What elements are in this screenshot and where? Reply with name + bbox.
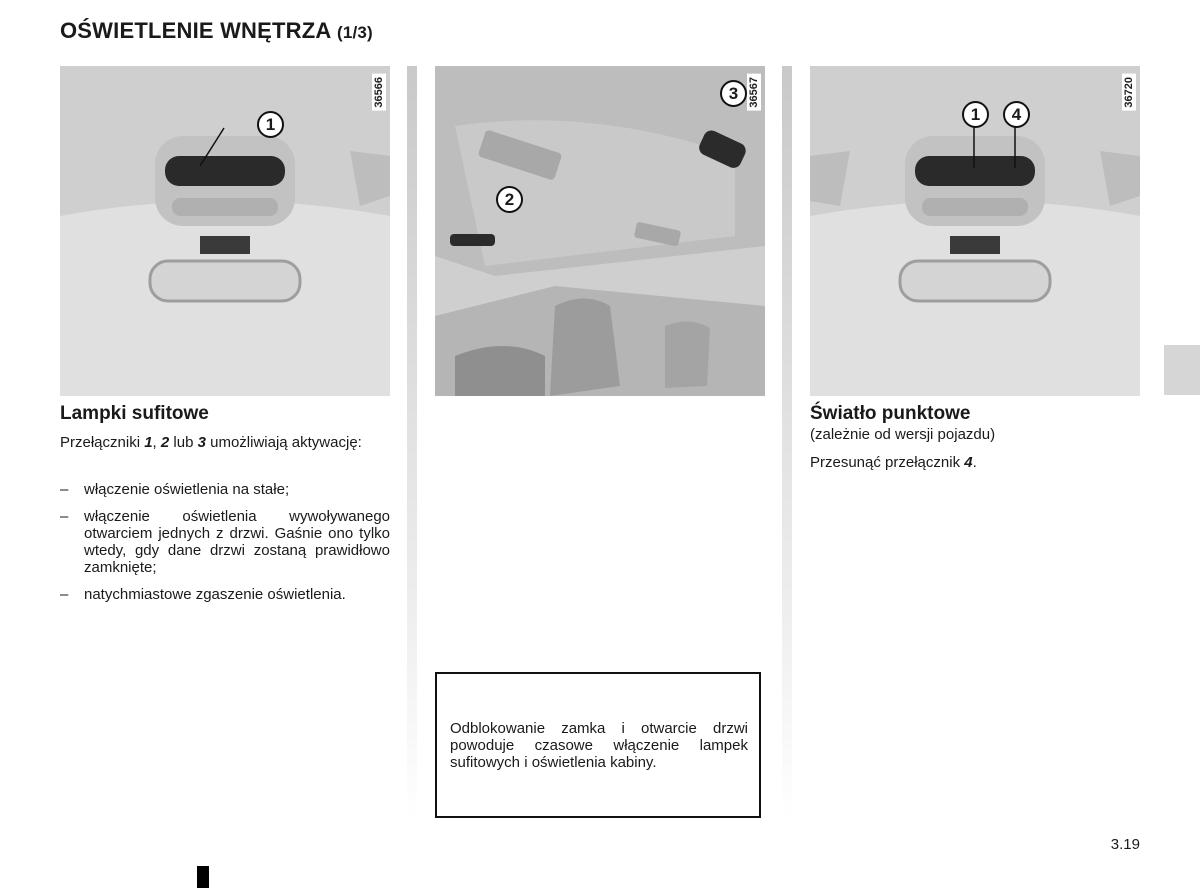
title-part: (1/3) [336,23,373,42]
switch-number-2: 2 [160,434,170,451]
callout-3: 3 [720,80,747,107]
illustration-ceiling-lamp [60,66,390,396]
intro-suffix: umożliwiają aktywację: [205,434,362,451]
callout-2: 2 [496,186,523,213]
instruction-paragraph [810,454,1140,471]
section-heading-spot-light: Światło punktowe [810,403,971,424]
dash-marker: – [60,508,69,525]
callout-1: 1 [962,101,989,128]
callout-4: 4 [1003,101,1030,128]
title-text: OŚWIETLENIE WNĘTRZA [60,18,331,43]
figure-code: 36720 [1122,74,1136,111]
intro-separator: , [152,434,161,451]
dash-marker: – [60,481,69,498]
page-number: 3.19 [1110,836,1140,853]
instruction-suffix: . [972,454,977,471]
switch-number-4: 4 [964,454,973,471]
note-text: Odblokowanie zamka i otwarcie drzwi powoduje czasowe włączenie lampek sufitowych i oświetlenia kabiny. [450,720,748,771]
intro-paragraph [60,434,390,451]
version-note: (zależnie od wersji pojazdu) [810,426,996,443]
callout-1: 1 [257,111,284,138]
list-item-text: włączenie oświetlenia na stałe; [84,481,290,498]
list-item-text: włączenie oświetlenia wywoływanego otwarciem jednych z drzwi. Gaśnie ono tylko wtedy, gdy dane drzwi zostaną prawidłowo zamknięte; [84,508,390,576]
note-box [435,672,761,818]
list-item [60,586,390,603]
list-item [60,508,390,576]
column-divider [407,66,417,820]
illustration-cabin-roof [435,66,765,396]
print-mark [197,866,209,888]
figure-code: 36567 [747,74,761,111]
switch-number-1: 1 [144,434,153,451]
switch-number-3: 3 [197,434,206,451]
section-heading-ceiling-lamps: Lampki sufitowe [60,403,209,424]
list-item [60,481,390,498]
intro-prefix: Przełączniki [60,434,145,451]
dash-marker: – [60,586,69,603]
instruction-prefix: Przesunąć przełącznik [810,454,965,471]
illustration-spot-light [810,66,1140,396]
page-title [60,18,373,44]
intro-middle: lub [169,434,198,451]
figure-code: 36566 [372,74,386,111]
column-divider [782,66,792,820]
section-tab [1164,345,1200,395]
ceiling-lamp-drawing [60,66,390,396]
cabin-roof-drawing [435,66,765,396]
list-item-text: natychmiastowe zgaszenie oświetlenia. [84,586,346,603]
options-list [60,481,390,613]
